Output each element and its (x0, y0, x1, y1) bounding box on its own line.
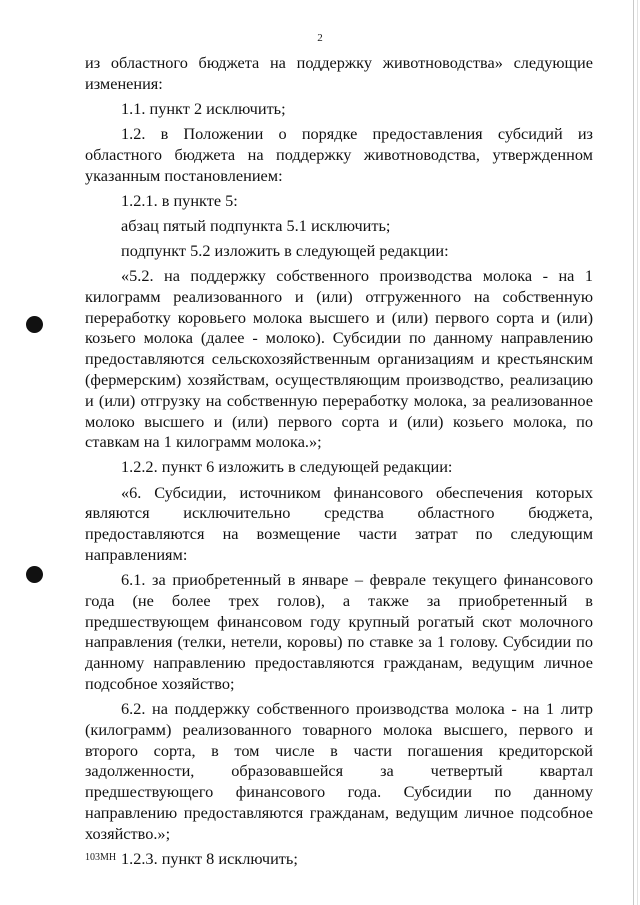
page-edge-line (633, 0, 634, 905)
paragraph: «6. Субсидии, источником финансового обеспечения которых являются исключительно средства областного бюджета, предоставляются на возмещение части затрат по следующим направлениям: (85, 482, 593, 564)
paragraph: подпункт 5.2 изложить в следующей редакции: (121, 240, 449, 260)
paragraph: 1.2.1. в пункте 5: (121, 190, 238, 210)
document-body (85, 53, 593, 874)
paragraph: 1.2.2. пункт 6 изложить в следующей редакции: (121, 457, 453, 477)
paragraph: 6.2. на поддержку собственного производства молока - на 1 литр (килограмм) реализованного товарного молока высшего, первого и второго сорта, в том числе в части погашения кредиторской задолженности, образовавшейся за четвертый квартал предшествующего финансового года. Субсидии по данному направлению предоставляются гражданам, ведущим личное подсобное хозяйство.»; (85, 699, 593, 843)
paragraph: из областного бюджета на поддержку животноводства» следующие изменения: (85, 53, 593, 93)
paragraph: 1.2. в Положении о порядке предоставления субсидий из областного бюджета на поддержку животноводства, утвержденном указанным постановлением: (85, 123, 593, 185)
document-code: 103МН (85, 852, 117, 863)
page-number: 2 (317, 32, 323, 44)
paragraph: абзац пятый подпункта 5.1 исключить; (121, 215, 391, 235)
page-edge-line-outer (637, 0, 638, 905)
paragraph: 1.2.3. пункт 8 исключить; (121, 848, 298, 868)
paragraph: «5.2. на поддержку собственного производства молока - на 1 килограмм реализованного и (или) отгруженного на собственную переработку коровьего молока высшего и (или) первого сорта и (или) козьего молока (далее - молоко). Субсидии по данному направлению предоставляются сельскохозяйственным организациям и крестьянским (фермерским) хозяйствам, осуществляющим производство, реализацию и (или) отгрузку на собственную переработку молока, за реализованное молоко высшего и (или) первого сорта и (или) козьего молока, по ставкам на 1 килограмм молока.»; (85, 265, 593, 452)
punch-hole-mark (26, 566, 43, 583)
paragraph: 6.1. за приобретенный в январе – феврале текущего финансового года (не более трех голов), а также за приобретенный в предшествующем финансовом году крупный рогатый скот молочного направления (телки, нетели, коровы) по ставке за 1 голову. Субсидии по данному направлению предоставляются гражданам, ведущим личное подсобное хозяйство; (85, 570, 593, 693)
paragraph: 1.1. пункт 2 исключить; (121, 98, 286, 118)
punch-hole-mark (26, 316, 43, 333)
